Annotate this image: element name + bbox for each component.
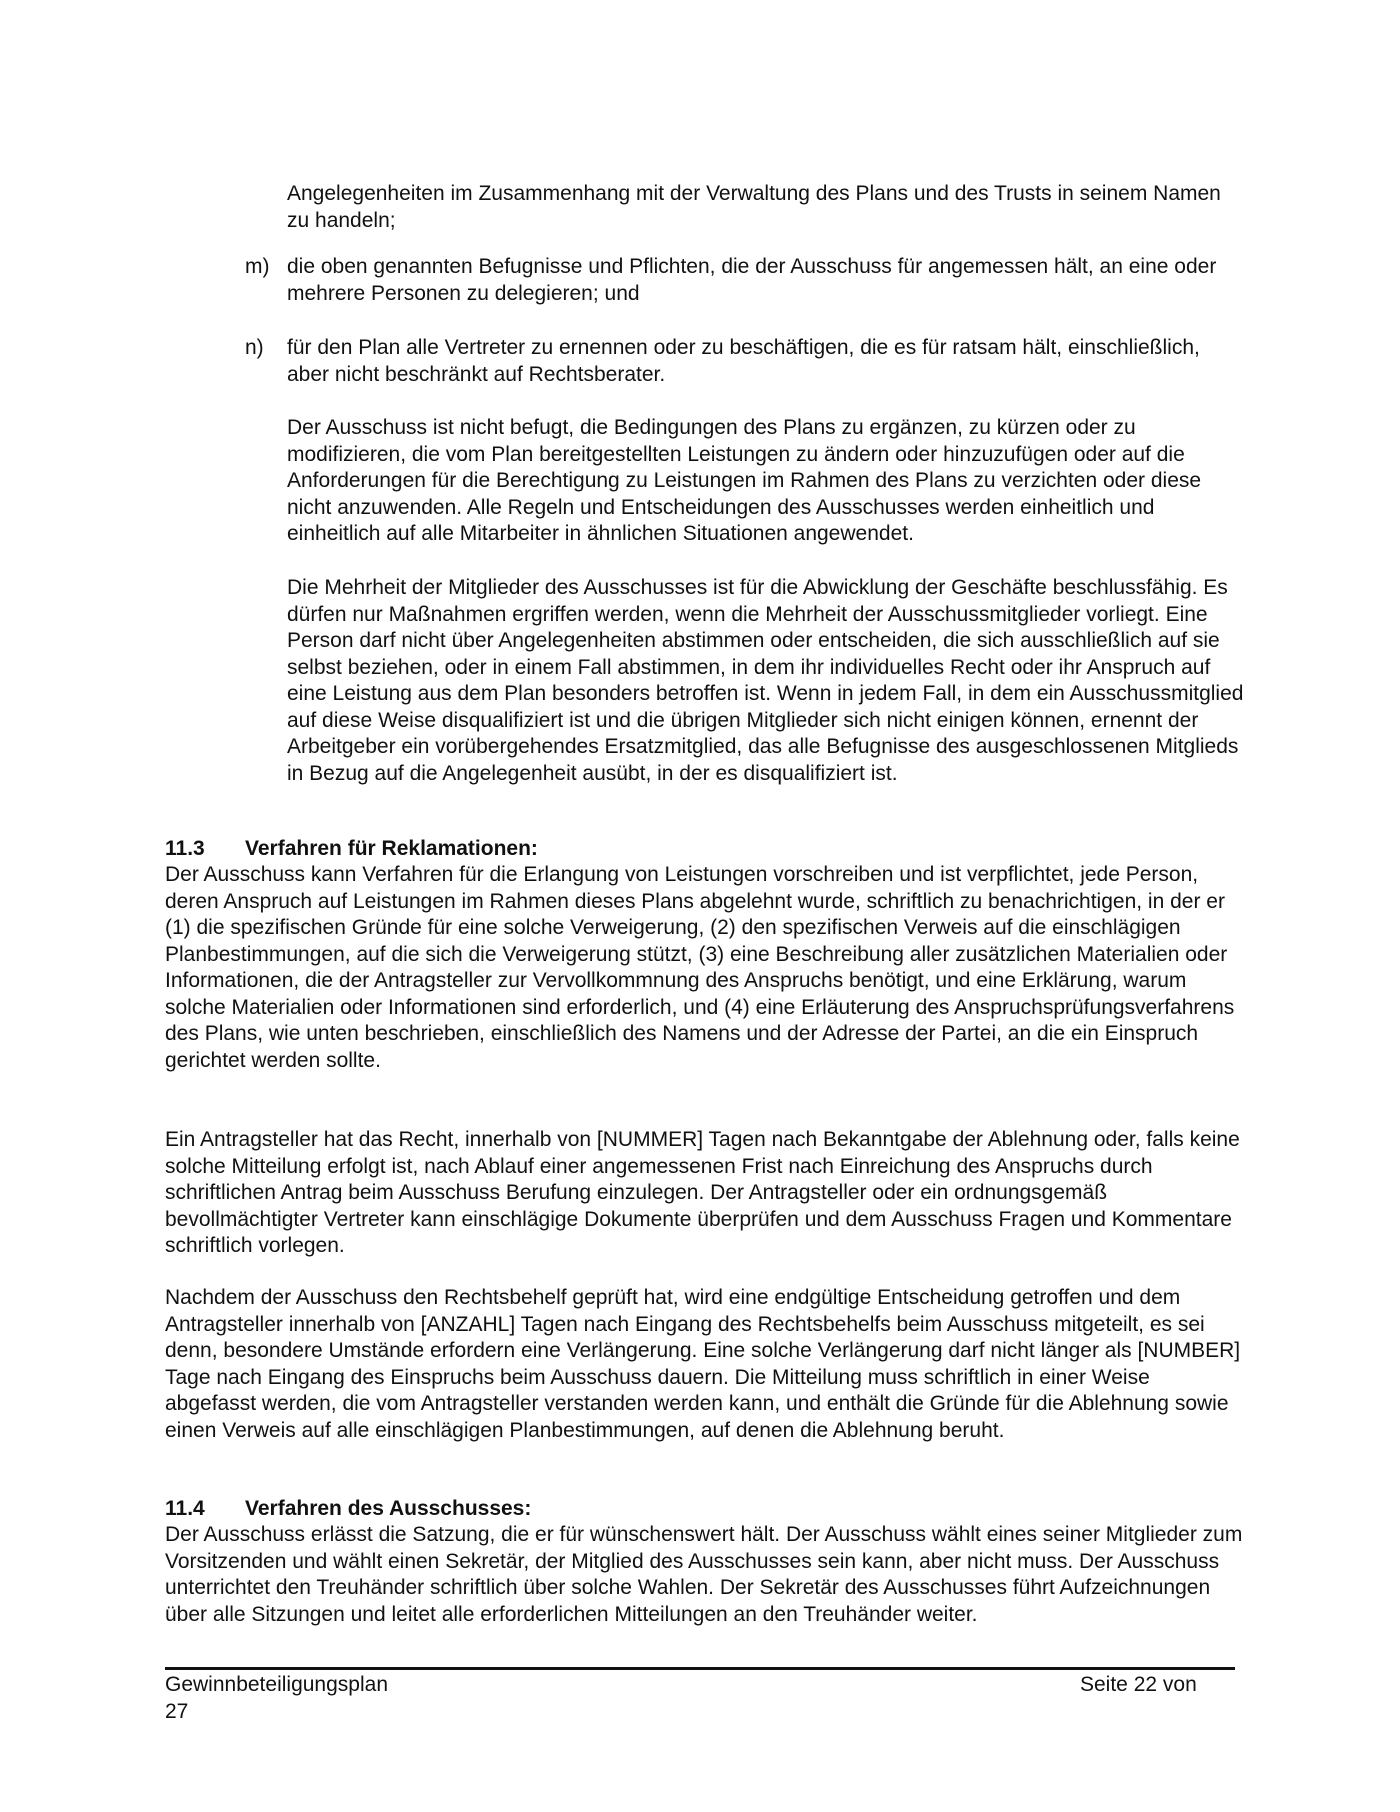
section-11-4-number: 11.4 — [165, 1497, 205, 1520]
section-11-4-title: Verfahren des Ausschusses: — [245, 1497, 532, 1520]
section-11-3-paragraph-1: Der Ausschuss kann Verfahren für die Erlangung von Leistungen vorschreiben und ist verpflichtet, jede Person, deren Anspruch auf Leistungen im Rahmen dieses Plans abgelehnt wurde, schriftlich zu benachrichtigen, in der er (1) die spezifischen Gründe für eine solche Verweigerung, (2) den spezifischen Verweis auf die einschlägigen Planbestimmungen, auf die sich die Verweigerung stützt, (3) eine Beschreibung aller zusätzlichen Materialien oder Informationen, die der Antragsteller zur Vervollkommnung des Anspruchs benötigt, und eine Erklärung, warum solche Materialien oder Informationen sind erforderlich, und (4) eine Erläuterung des Anspruchsprüfungsverfahrens des Plans, wie unten beschrieben, einschließlich des Namens und der Adresse der Partei, an die ein Einspruch gerichtet werden sollte. — [165, 863, 1235, 1072]
list-item-m-text: die oben genannten Befugnisse und Pflichten, die der Ausschuss für angemessen hält, an eine oder mehrere Personen zu delegieren; und — [287, 255, 1217, 305]
section-11-3-title: Verfahren für Reklamationen: — [245, 837, 538, 860]
footer-divider — [165, 1667, 1235, 1670]
section-11-3-paragraph-2: Ein Antragsteller hat das Recht, innerhalb von [NUMMER] Tagen nach Bekanntgabe der Ablehnung oder, falls keine solche Mitteilung erfolgt ist, nach Ablauf einer angemessenen Frist nach Einreichung des Anspruchs durch schriftlichen Antrag beim Ausschuss Berufung einzulegen. Der Antragsteller oder ein ordnungsgemäß bevollmächtigter Vertreter kann einschlägige Dokumente überprüfen und dem Ausschuss Fragen und Kommentare schriftlich vorlegen. — [165, 1128, 1240, 1257]
section-11-3-number: 11.3 — [165, 837, 205, 860]
section-11-3-heading — [165, 836, 538, 863]
footer-page-label: Seite 22 von — [1080, 1673, 1197, 1696]
list-item-m-marker: m) — [245, 255, 270, 278]
footer-document-title: Gewinnbeteiligungsplan — [165, 1673, 388, 1696]
committee-quorum-paragraph: Die Mehrheit der Mitglieder des Ausschusses ist für die Abwicklung der Geschäfte beschlussfähig. Es dürfen nur Maßnahmen ergriffen werden, wenn die Mehrheit der Ausschussmitglieder vorliegt. Eine Person darf nicht über Angelegenheiten abstimmen oder entscheiden, die sich ausschließlich auf sie selbst beziehen, oder in einem Fall abstimmen, in dem ihr individuelles Recht oder ihr Anspruch auf eine Leistung aus dem Plan besonders betroffen ist. Wenn in jedem Fall, in dem ein Ausschussmitglied auf diese Weise disqualifiziert ist und die übrigen Mitglieder sich nicht einigen können, ernennt der Arbeitgeber ein vorübergehendes Ersatzmitglied, das alle Befugnisse des ausgeschlossenen Mitglieds in Bezug auf die Angelegenheit ausübt, in der es disqualifiziert ist. — [287, 576, 1244, 785]
list-item-n-marker: n) — [245, 336, 264, 359]
footer-total-pages: 27 — [165, 1699, 189, 1723]
footer-left — [165, 1672, 388, 1725]
section-11-4-paragraph-1: Der Ausschuss erlässt die Satzung, die er für wünschenswert hält. Der Ausschuss wählt eines seiner Mitglieder zum Vorsitzenden und wählt einen Sekretär, der Mitglied des Ausschusses sein kann, aber nicht muss. Der Ausschuss unterrichtet den Treuhänder schriftlich über solche Wahlen. Der Sekretär des Ausschusses führt Aufzeichnungen über alle Sitzungen und leitet alle erforderlichen Mitteilungen an den Treuhänder weiter. — [165, 1523, 1243, 1626]
section-11-4-heading — [165, 1496, 531, 1523]
continuation-paragraph: Angelegenheiten im Zusammenhang mit der Verwaltung des Plans und des Trusts in seinem Namen zu handeln; — [287, 182, 1221, 232]
committee-authority-paragraph: Der Ausschuss ist nicht befugt, die Bedingungen des Plans zu ergänzen, zu kürzen oder zu modifizieren, die vom Plan bereitgestellten Leistungen zu ändern oder hinzuzufügen oder auf die Anforderungen für die Berechtigung zu Leistungen im Rahmen des Plans zu verzichten oder diese nicht anzuwenden. Alle Regeln und Entscheidungen des Ausschusses werden einheitlich und einheitlich auf alle Mitarbeiter in ähnlichen Situationen angewendet. — [287, 416, 1202, 545]
list-item-n-text: für den Plan alle Vertreter zu ernennen oder zu beschäftigen, die es für ratsam hält, einschließlich, aber nicht beschränkt auf Rechtsberater. — [287, 336, 1200, 386]
section-11-3-paragraph-3: Nachdem der Ausschuss den Rechtsbehelf geprüft hat, wird eine endgültige Entscheidung getroffen und dem Antragsteller innerhalb von [ANZAHL] Tagen nach Eingang des Rechtsbehelfs beim Ausschuss mitgeteilt, es sei denn, besondere Umstände erfordern eine Verlängerung. Eine solche Verlängerung darf nicht länger als [NUMBER] Tage nach Eingang des Einspruchs beim Ausschuss dauern. Die Mitteilung muss schriftlich in einer Weise abgefasst werden, die vom Antragsteller verstanden werden kann, und enthält die Gründe für die Ablehnung sowie einen Verweis auf alle einschlägigen Planbestimmungen, auf denen die Ablehnung beruht. — [165, 1286, 1241, 1442]
